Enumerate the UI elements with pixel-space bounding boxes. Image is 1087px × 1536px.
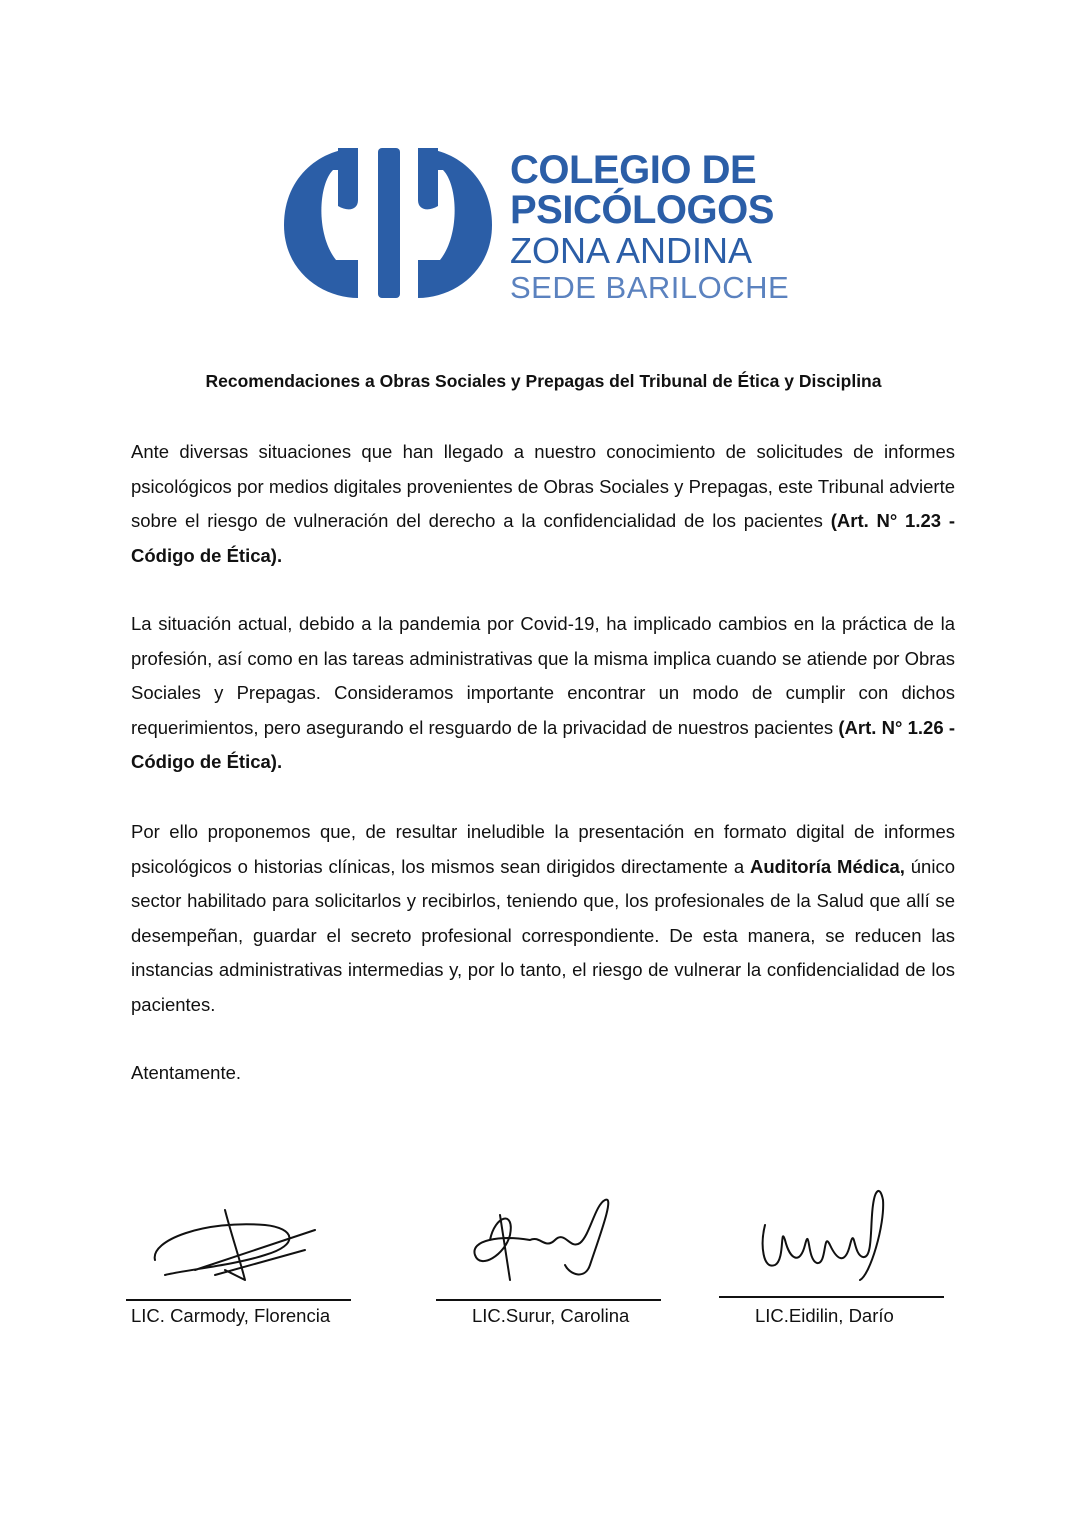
- signatory-name-3: LIC.Eidilin, Darío: [755, 1305, 894, 1326]
- paragraph-1-text: Ante diversas situaciones que han llegado a nuestro conocimiento de solicitudes de informes psicológicos por medios digitales provenientes de Obras Sociales y Prepagas, este Tribunal advierte sobre el riesgo de vulneración del derecho a la confidencialidad de los pacientes: [131, 441, 955, 531]
- signature-image-3: [755, 1185, 890, 1285]
- document-title: Recomendaciones a Obras Sociales y Prepagas del Tribunal de Ética y Disciplina: [205, 371, 882, 391]
- paragraph-2-citation: (Art. N° 1.26 - Código de Ética).: [131, 716, 955, 772]
- logo-line-4: SEDE BARILOCHE: [510, 270, 790, 305]
- paragraph-1: [131, 435, 955, 573]
- paragraph-3: [131, 815, 955, 1022]
- signature-line-1: [126, 1299, 351, 1301]
- signature-image-2: [470, 1195, 620, 1285]
- psi-logo-icon: [278, 140, 503, 305]
- logo-line-1: COLEGIO DE: [510, 148, 757, 192]
- paragraph-3-text-a: Por ello proponemos que, de resultar ineludible la presentación en formato digital de informes psicológicos o historias clínicas, los mismos sean dirigidos directamente a: [131, 821, 955, 877]
- closing-text: Atentamente.: [131, 1062, 242, 1083]
- logo-line-3: ZONA ANDINA: [510, 230, 753, 271]
- paragraph-3-emphasis: Auditoría Médica,: [749, 855, 905, 877]
- logo-wordmark: [510, 150, 789, 303]
- signature-line-3: [719, 1296, 944, 1298]
- colegio-logo: [278, 140, 798, 305]
- paragraph-2-text: La situación actual, debido a la pandemia por Covid-19, ha implicado cambios en la práctica de la profesión, así como en las tareas administrativas que la misma implica cuando se atiende por Obras Sociales y Prepagas. Consideramos importante encontrar un modo de cumplir con dichos requerimientos, pero asegurando el resguardo de la privacidad de nuestros pacientes: [131, 613, 955, 738]
- signature-line-2: [436, 1299, 661, 1301]
- signature-image-1: [145, 1200, 325, 1290]
- signatory-name-1: LIC. Carmody, Florencia: [131, 1305, 331, 1326]
- paragraph-3-text-b: único sector habilitado para solicitarlos y recibirlos, teniendo que, los profesionales de la Salud que allí se desempeñan, guardar el secreto profesional correspondiente. De esta manera, se reducen las instancias administrativas intermedias y, por lo tanto, el riesgo de vulnerar la confidencialidad de los pacientes.: [131, 855, 955, 1015]
- signatory-name-2: LIC.Surur, Carolina: [472, 1305, 630, 1326]
- paragraph-1-citation: (Art. N° 1.23 - Código de Ética).: [131, 510, 956, 566]
- logo-line-2: PSICÓLOGOS: [510, 188, 774, 232]
- paragraph-2: [131, 607, 955, 780]
